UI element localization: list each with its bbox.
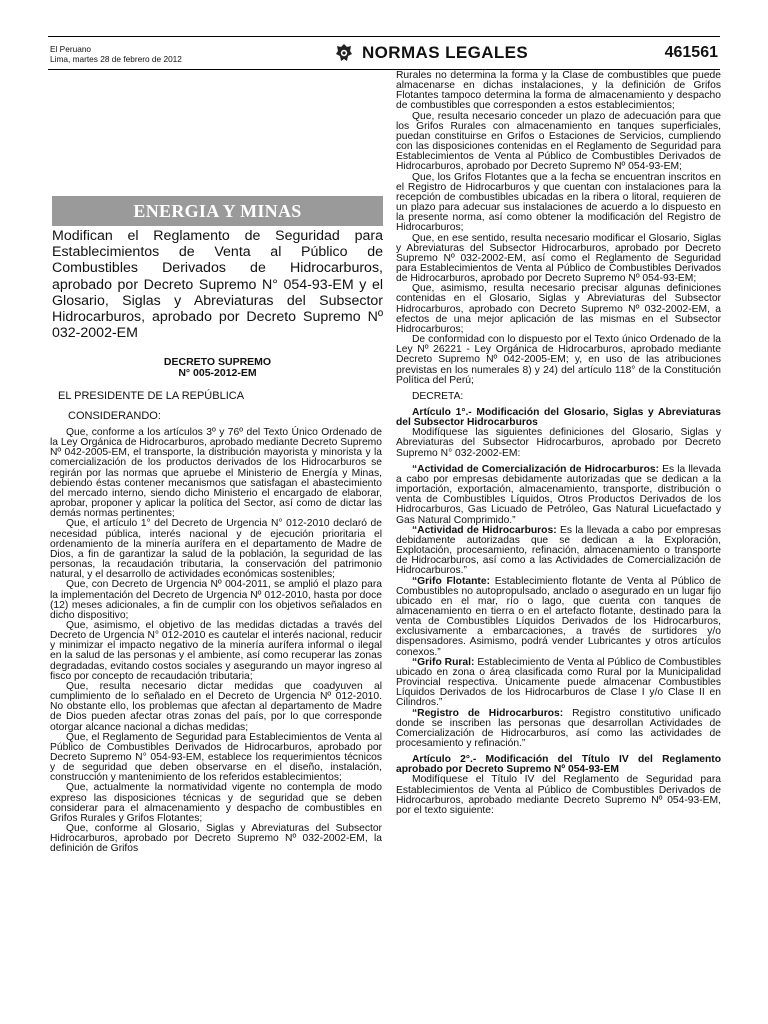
- header-left: [50, 44, 182, 64]
- definition-item: [396, 658, 721, 709]
- definition-term: “Actividad de Hidrocarburos:: [412, 524, 557, 536]
- headline: Modifican el Reglamento de Seguridad para Establecimientos de Venta al Público de Combustibles Derivados de Hidrocarburos, aprobado por Decreto Supremo N° 054-93-EM y el Glosario, Siglas y Abreviaturas del Subsector Hidrocarburos, aprobado por Decreto Supremo Nº 032-2002-EM: [52, 228, 383, 342]
- definition-item: [396, 465, 721, 526]
- decreta-label: DECRETA:: [412, 390, 464, 402]
- paragraph: Que, actualmente la normatividad vigente no contempla de modo expreso las disposiciones técnicas y de seguridad que se deben considerar para el almacenamiento y despacho de combustibles en Grifos Rurales y Grifos Flotantes;: [50, 782, 382, 824]
- president-line: EL PRESIDENTE DE LA REPÚBLICA: [58, 390, 245, 402]
- definition-text: Establecimiento flotante de Venta al Público de Combustibles no autopropulsado, anclado o asegurado en un lugar fijo ubicado en el mar, río o lago, que cuenta con tanques de almacenamiento en tierra o en el artefacto flotante, destinado para la venta de Combustibles Líquidos Derivados de los Hidrocarburos, exclusivamente a embarcaciones, a través de surtidores y/o dispensadores. Asimismo, podrá vender Lubricantes y otros artículos conexos.”: [396, 575, 721, 658]
- paragraph: Que, conforme al Glosario, Siglas y Abreviaturas del Subsector Hidrocarburos, aprobado por Decreto Supremo Nº 032-2002-EM, la definición de Grifos: [50, 823, 382, 855]
- paragraph: Que, resulta necesario dictar medidas que coadyuven al cumplimiento de lo señalado en el Decreto de Urgencia Nº 012-2010. No obstante ello, los problemas que afectan al departamento de Madre de Dios pueden afectar otras zonas del país, por lo que corresponde otorgar alcance nacional a dichas medidas;: [50, 680, 382, 733]
- definition-item: [396, 577, 721, 658]
- header-rule-top: [48, 36, 720, 37]
- coat-of-arms-icon: [334, 43, 354, 63]
- definition-item: [396, 526, 721, 577]
- definition-text: Establecimiento de Venta al Público de Combustibles ubicado en zona o área clasificada como Rural por la Municipalidad Provincial respectiva. Únicamente puede almacenar Combustibles Líquidos Derivados de los Hidrocarburos de Clase I y/o Clase II en Cilindros.”: [396, 656, 721, 709]
- considerando-label: CONSIDERANDO:: [68, 410, 161, 422]
- paragraph: Que, el Reglamento de Seguridad para Establecimientos de Venta al Público de Combustibles Derivados de Hidrocarburos, aprobado por Decreto Supremo N° 054-93-EM, establece los requerimientos técnicos y de seguridad que deben observarse en el diseño, instalación, construcción y mantenimiento de los referidos establecimientos;: [50, 731, 382, 784]
- section-title: NORMAS LEGALES: [362, 43, 529, 62]
- definition-text: Es la llevada a cabo por empresas debidamente autorizadas que se dedican a la Exploración, Explotación, procesamiento, refinación, almacenamiento o transporte de Hidrocarburos, así como a las Actividades de Comercialización de Hidrocarburos.”: [396, 524, 721, 577]
- paper-name: El Peruano: [50, 44, 92, 54]
- right-column: [396, 71, 721, 816]
- paragraph: Que, con Decreto de Urgencia Nº 004-2011, se amplió el plazo para la implementación del Decreto de Urgencia Nº 012-2010, hasta por doce (12) meses adicionales, a fin de cumplir con los objetivos señalados en dicho dispositivo;: [50, 579, 382, 621]
- paragraph: Que, resulta necesario conceder un plazo de adecuación para que los Grifos Rurales con almacenamiento en tanques superficiales, puedan constituirse en Grifos o Estaciones de Servicios, cumpliendo con las disposiciones contenidas en el Reglamento de Seguridad para Establecimientos de Venta al Público de Combustibles Derivados de Hidrocarburos, aprobado por Decreto Supremo Nº 054-93-EM;: [396, 110, 721, 173]
- article-2-intro: Modifíquese el Título IV del Reglamento de Seguridad para Establecimientos de Venta al Público de Combustibles Derivados de Hidrocarburos, aprobado mediante Decreto Supremo Nº 054-93-EM, por el texto siguiente:: [396, 774, 721, 816]
- paragraph: Que, los Grifos Flotantes que a la fecha se encuentran inscritos en el Registro de Hidrocarburos y que cuentan con instalaciones para la recepción de combustibles ubicadas en la ribera o litoral, requieren de un plazo para adecuar sus instalaciones de acuerdo a lo dispuesto en la presente norma, así como obtener la modificación del Registro de Hidrocarburos;: [396, 171, 721, 234]
- definition-text: Es la llevada a cabo por empresas debidamente autorizadas que se dedican a la importación, exportación, almacenamiento, transporte, distribución o venta de Combustibles Líquidos, Otros Productos Derivados de los Hidrocarburos, Gas Licuado de Petróleo, Gas Natural Licuefactado y Gas Natural Comprimido.”: [396, 463, 721, 526]
- decree-title-line1: DECRETO SUPREMO: [163, 356, 272, 368]
- section-band-label: ENERGIA Y MINAS: [133, 200, 302, 221]
- article-1-intro: Modifíquese las siguientes definiciones del Glosario, Siglas y Abreviaturas del Subsector Hidrocarburos, aprobado por Decreto Supremo N° 032-2002-EM:: [396, 427, 721, 459]
- definition-item: [396, 709, 721, 750]
- definition-term: “Grifo Rural:: [412, 656, 475, 668]
- decree-title: [52, 357, 383, 379]
- paragraph: Que, en ese sentido, resulta necesario modificar el Glosario, Siglas y Abreviaturas del Subsector Hidrocarburos, aprobado por Decreto Supremo Nº 032-2002-EM, así como el Reglamento de Seguridad para Establecimientos de Venta al Público de Combustibles Derivados de Hidrocarburos, aprobado por Decreto Supremo Nº 054-93-EM;: [396, 232, 721, 285]
- paragraph: Que, asimismo, el objetivo de las medidas dictadas a través del Decreto de Urgencia N° 012-2010 es cautelar el interés nacional, reducir y minimizar el impacto negativo de la minería aurífera informal o ilegal en la salud de las personas y el ambiente, así como recuperar las zonas degradadas, evitando costos sociales y asegurando un mayor ingreso al fisco por concepto de recaudación tributaria;: [50, 619, 382, 682]
- paragraph: Rurales no determina la forma y la Clase de combustibles que puede almacenarse en dichas instalaciones, y la definición de Grifos Flotantes tampoco determina la forma de almacenamiento y despacho de combustibles que corresponden a estos establecimientos;: [396, 70, 721, 112]
- paragraph: Que, el artículo 1° del Decreto de Urgencia N° 012-2010 declaró de necesidad pública, interés nacional y de ejecución prioritaria el ordenamiento de la minería aurífera en el departamento de Madre de Dios, a fin de garantizar la salud de la población, la seguridad de las personas, la recaudación tributaria, la conservación del patrimonio natural, y el desarrollo de actividades económicas sostenibles;: [50, 518, 382, 581]
- paragraph: Que, conforme a los artículos 3º y 76º del Texto Único Ordenado de la Ley Orgánica de Hidrocarburos, aprobado mediante Decreto Supremo Nº 042-2005-EM, el transporte, la distribución mayorista y minorista y la comercialización de los productos derivados de los Hidrocarburos se regirán por las normas que apruebe el Ministerio de Energía y Minas, debiendo éstas contener mecanismos que satisfagan el abastecimiento del mercado interno, siendo dicho Ministerio el encargado de elaborar, aprobar, proponer y aplicar la política del Sector, así como de dictar las demás normas pertinentes;: [50, 427, 382, 520]
- article-2-heading: Artículo 2°.- Modificación del Título IV del Reglamento aprobado por Decreto Supremo Nº 054-93-EM: [396, 754, 721, 776]
- definition-term: “Registro de Hidrocarburos:: [412, 707, 564, 719]
- section-band: [52, 196, 383, 226]
- page-header: [48, 38, 720, 72]
- paragraph: De conformidad con lo dispuesto por el Texto único Ordenado de la Ley Nº 26221 - Ley Orgánica de Hidrocarburos, aprobado mediante Decreto Supremo Nº 042-2005-EM; y, en uso de las atribuciones previstas en los numerales 8) y 24) del artículo 118° de la Constitución Política del Perú;: [396, 334, 721, 386]
- definition-text: Registro constitutivo unificado donde se inscriben las personas que desarrollan Actividades de Comercialización de Hidrocarburos, así como las actividades de procesamiento y refinación.”: [396, 707, 721, 749]
- left-column: [50, 428, 382, 855]
- definition-term: “Grifo Flotante:: [412, 575, 490, 587]
- definition-term: “Actividad de Comercialización de Hidrocarburos:: [412, 463, 660, 475]
- decree-title-line2: N° 005-2012-EM: [178, 367, 257, 379]
- paragraph: Que, asimismo, resulta necesario precisar algunas definiciones contenidas en el Glosario, Siglas y Abreviaturas del Subsector Hidrocarburos, aprobado con Decreto Supremo Nº 032-2002-EM, a efectos de una mejor aplicación de las mismas en el Subsector Hidrocarburos;: [396, 283, 721, 335]
- article-1-heading: Artículo 1°.- Modificación del Glosario, Siglas y Abreviaturas del Subsector Hidrocarburos: [396, 407, 721, 429]
- header-center: [334, 43, 528, 63]
- page-number: 461561: [664, 44, 718, 61]
- date-line: Lima, martes 28 de febrero de 2012: [50, 54, 182, 64]
